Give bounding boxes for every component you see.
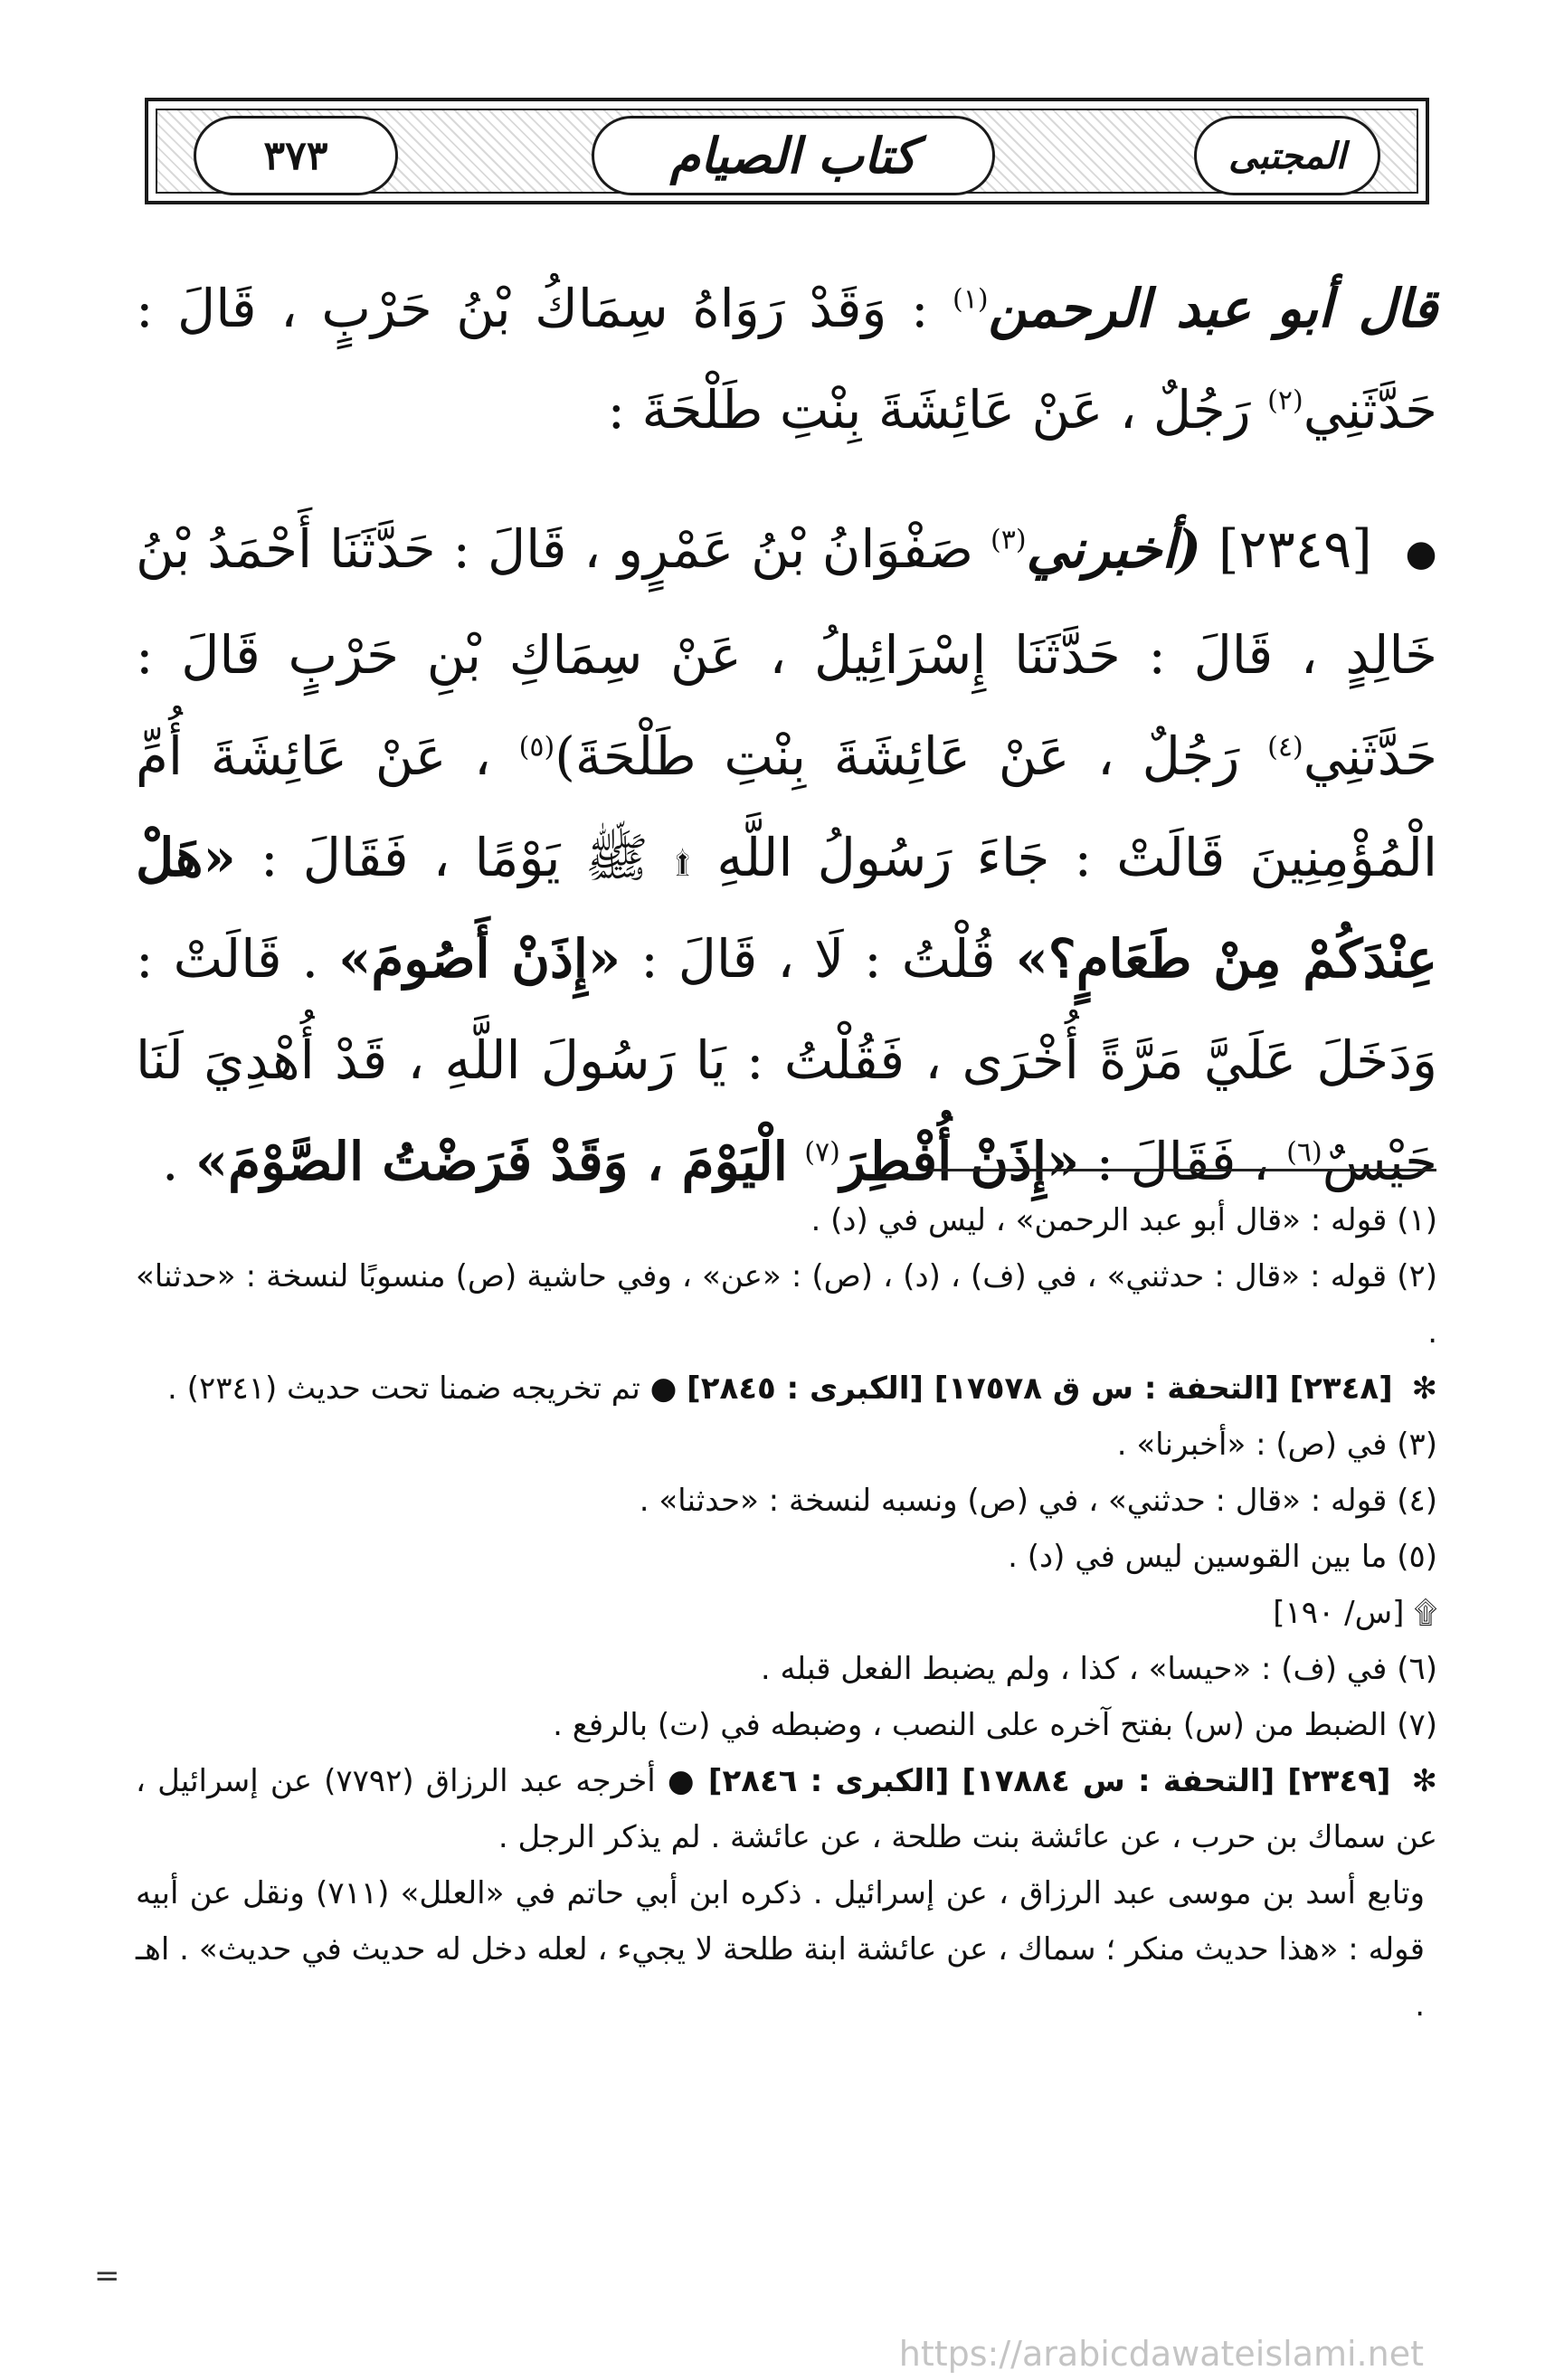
footnote-7: (٧) الضبط من (س) بفتح آخره على النصب ، وضبطه في (ت) بالرفع . bbox=[553, 1707, 1437, 1743]
hadith-paragraph bbox=[136, 498, 1437, 1212]
footnote-1: (١) قوله : «قال أبو عبد الرحمن» ، ليس في (د) . bbox=[810, 1202, 1437, 1238]
paragraph-intro bbox=[136, 258, 1437, 460]
footnote-ref[interactable]: (٢) bbox=[1267, 384, 1303, 417]
footnote-6: (٦) في (ف) : «حيسا» ، كذا ، ولم يضبط الفعل قبله . bbox=[760, 1651, 1437, 1687]
takhrij-text: ● أخرجه عبد الرزاق (٧٧٩٢) عن إسرائيل ، عن سماك بن حرب ، عن عائشة بنت طلحة ، عن عائشة . لم يذكر الرجل . bbox=[136, 1763, 1437, 1855]
bullet-icon: ● bbox=[1405, 532, 1438, 574]
takhrij-ref: [٢٣٤٩] [التحفة : س ١٧٨٨٤] [الكبرى : ٢٨٤٦] bbox=[707, 1763, 1391, 1799]
takhrij-text: ● تم تخريجه ضمنا تحت حديث (٢٣٤١) . bbox=[167, 1370, 678, 1407]
main-text bbox=[136, 258, 1437, 1212]
chain-opening: (أخبرني bbox=[1026, 518, 1201, 580]
watermark-url: https://arabicdawateislami.net bbox=[898, 2334, 1424, 2374]
prophet-quote: الْيَوْمَ ، وَقَدْ فَرَضْتُ الصَّوْمَ» bbox=[194, 1130, 788, 1192]
book-name: المجتبى bbox=[1194, 116, 1380, 195]
footnote-ref[interactable]: (٣) bbox=[990, 524, 1027, 556]
footnote-ref[interactable]: (٧) bbox=[804, 1136, 840, 1169]
text-run: : وَقَدْ رَوَاهُ سِمَاكُ بْنُ حَرْبٍ ، قَالَ : حَدَّثَنِي bbox=[136, 278, 1437, 441]
page-header bbox=[145, 98, 1429, 204]
footnote-divider bbox=[930, 1169, 1436, 1171]
footnotes-section bbox=[136, 1192, 1437, 2034]
text-run: . قَالَتْ : وَدَخَلَ عَلَيَّ مَرَّةً أُخْرَى ، فَقُلْتُ : يَا رَسُولَ اللَّهِ ، قَدْ أُهْدِيَ لَنَا حَيْسٌ bbox=[136, 927, 1437, 1192]
footnote-ref[interactable]: (٤) bbox=[1267, 731, 1303, 763]
footnote-3: (٣) في (ص) : «أخبرنا» . bbox=[1116, 1427, 1437, 1463]
footnote-ref[interactable]: (٥) bbox=[518, 731, 555, 763]
footnote-4: (٤) قوله : «قال : حدثني» ، في (ص) ونسبه لنسخة : «حدثنا» . bbox=[639, 1483, 1437, 1519]
takhrij-ref: [٢٣٤٨] [التحفة : س ق ١٧٥٧٨] [الكبرى : ٢٨٤٥] bbox=[687, 1370, 1393, 1407]
text-run: رَجُلٌ ، عَنْ عَائِشَةَ بِنْتِ طَلْحَةَ) bbox=[555, 725, 1240, 787]
text-run: صَفْوَانُ بْنُ عَمْرٍو ، قَالَ : حَدَّثَنَا أَحْمَدُ بْنُ خَالِدٍ ، قَالَ : حَدَّثَنَا إِسْرَائِيلُ ، عَنْ سِمَاكِ بْنِ حَرْبٍ قَالَ : حَدَّثَنِي bbox=[136, 518, 1437, 787]
star-icon: ✻ bbox=[1411, 1763, 1437, 1799]
page-number: ٣٧٣ bbox=[194, 116, 398, 195]
takhrij-2348 bbox=[136, 1361, 1437, 1417]
text-run: ، عَنْ عَائِشَةَ أُمِّ الْمُؤْمِنِينَ قَالَتْ : جَاءَ رَسُولُ اللَّهِ ۩ ﷺ يَوْمًا ، فَقَالَ : bbox=[136, 725, 1438, 888]
prophet-quote: «هَلْ عِنْدَكُمْ مِنْ طَعَامٍ؟» bbox=[136, 826, 1437, 990]
prophet-quote: «إِذَنْ أُفْطِرَ bbox=[839, 1130, 1080, 1192]
page-marker: ۩ [س/ ١٩٠] bbox=[1273, 1595, 1437, 1631]
speaker-name: قال أبو عبد الرحمن bbox=[988, 278, 1437, 339]
text-run: . bbox=[161, 1130, 179, 1192]
ornamental-band bbox=[156, 109, 1418, 194]
hadith-number: [٢٣٤٩] bbox=[1218, 518, 1372, 580]
footnote-5: (٥) ما بين القوسين ليس في (د) . bbox=[1008, 1539, 1437, 1575]
takhrij-continuation: وتابع أسد بن موسى عبد الرزاق ، عن إسرائيل . ذكره ابن أبي حاتم في «العلل» (٧١١) ونقل عن أبيه قوله : «هذا حديث منكر ؛ سماك ، عن عائشة ابنة طلحة لا يجيء ، لعله دخل له حديث في حديث» . اهـ . bbox=[136, 1875, 1425, 2024]
footnote-2: (٢) قوله : «قال : حدثني» ، في (ف) ، (د) ، (ص) : «عن» ، وفي حاشية (ص) منسوبًا لنسخة : «حدثنا» . bbox=[136, 1258, 1437, 1351]
prophet-quote: «إِذَنْ أَصُومَ» bbox=[338, 927, 621, 990]
takhrij-2349 bbox=[136, 1753, 1437, 1865]
text-run: قُلْتُ : لَا ، قَالَ : bbox=[640, 927, 996, 990]
footnote-ref[interactable]: (١) bbox=[953, 283, 989, 316]
footnote-ref[interactable]: (٦) bbox=[1286, 1136, 1322, 1169]
star-icon: ✻ bbox=[1411, 1370, 1437, 1407]
margin-mark: = bbox=[94, 2258, 120, 2294]
chapter-title: كتاب الصيام bbox=[592, 116, 995, 195]
text-run: ، فَقَالَ : bbox=[1095, 1130, 1270, 1192]
text-run: رَجُلٌ ، عَنْ عَائِشَةَ بِنْتِ طَلْحَةَ : bbox=[607, 379, 1251, 441]
